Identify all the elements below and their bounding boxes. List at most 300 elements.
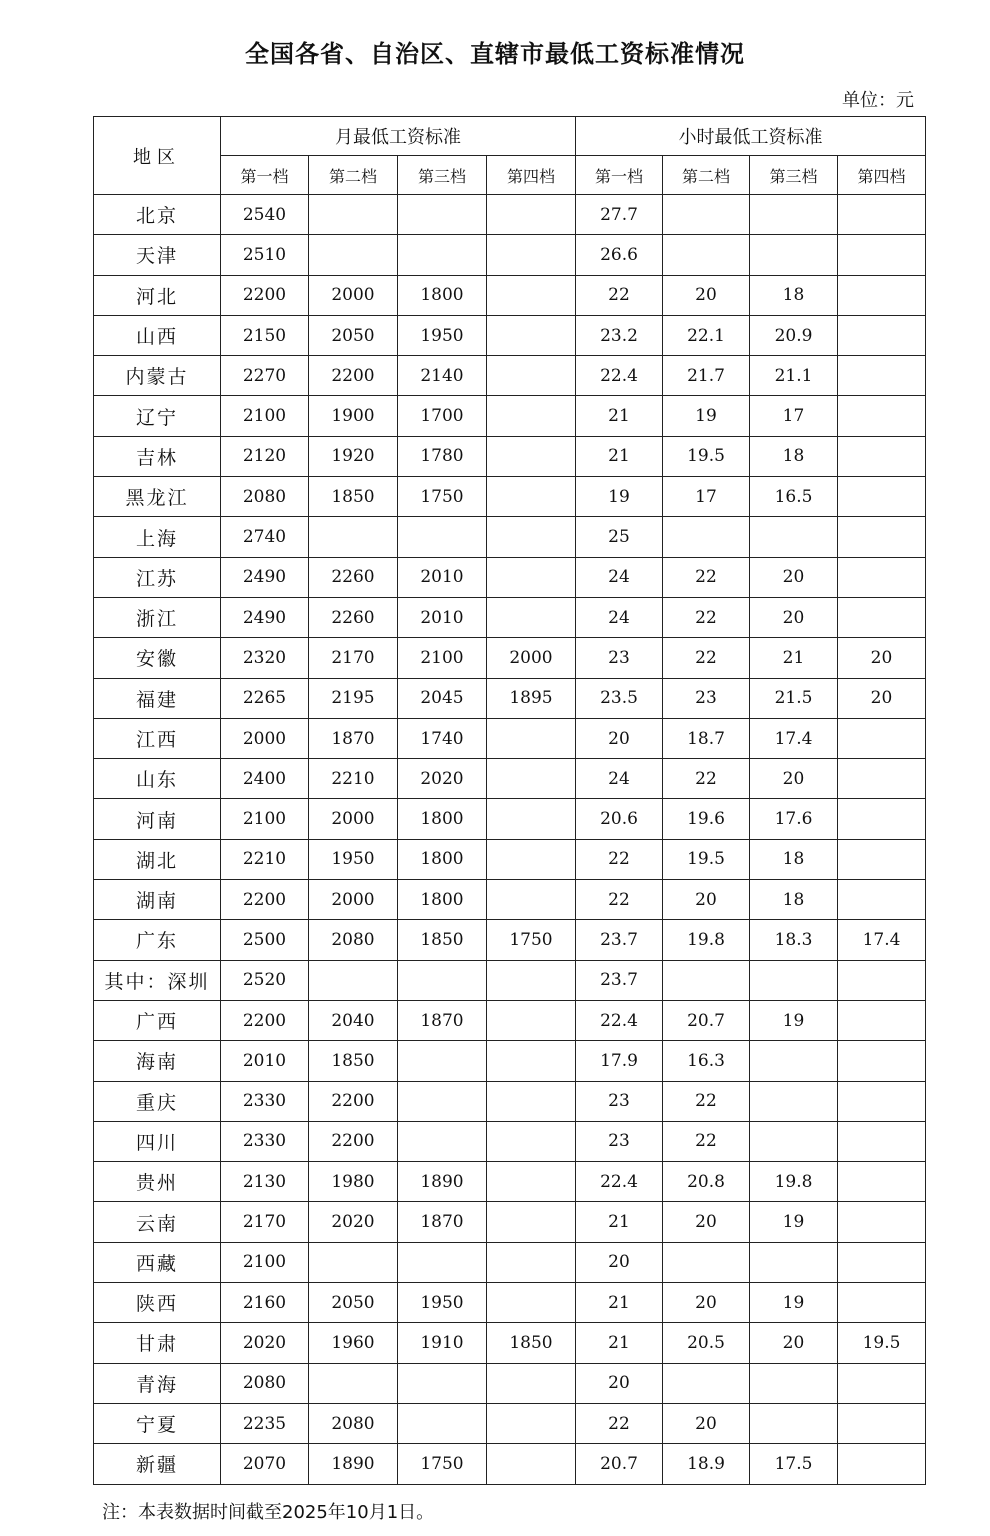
monthly-value-cell: 1750 (398, 477, 487, 517)
region-header: 地区 (94, 117, 221, 195)
table-row (94, 1403, 926, 1443)
hourly-value-cell: 18.7 (663, 718, 750, 758)
monthly-value-cell: 1850 (309, 477, 398, 517)
monthly-value-cell: 2010 (398, 597, 487, 637)
monthly-value-cell: 2260 (309, 597, 398, 637)
monthly-value-cell: 2195 (309, 678, 398, 718)
monthly-value-cell: 2100 (221, 396, 309, 436)
monthly-value-cell (487, 275, 576, 315)
table-row (94, 436, 926, 476)
monthly-value-cell (398, 1363, 487, 1403)
hourly-value-cell (838, 839, 926, 879)
hourly-value-cell: 20 (663, 275, 750, 315)
table-row (94, 1444, 926, 1484)
monthly-value-cell: 1960 (309, 1323, 398, 1363)
hourly-value-cell: 21.7 (663, 356, 750, 396)
hourly-value-cell (838, 1363, 926, 1403)
hourly-value-cell (838, 718, 926, 758)
monthly-value-cell: 2100 (221, 1242, 309, 1282)
hourly-value-cell: 19 (576, 477, 663, 517)
region-cell: 辽宁 (94, 396, 221, 436)
hourly-value-cell (838, 1444, 926, 1484)
monthly-value-cell: 2080 (309, 1403, 398, 1443)
hourly-value-cell: 23 (576, 638, 663, 678)
monthly-value-cell (487, 759, 576, 799)
region-cell: 江西 (94, 718, 221, 758)
monthly-value-cell: 2100 (398, 638, 487, 678)
region-cell: 四川 (94, 1121, 221, 1161)
monthly-value-cell: 2020 (309, 1202, 398, 1242)
hourly-value-cell: 22 (663, 597, 750, 637)
region-cell: 湖南 (94, 880, 221, 920)
monthly-value-cell (309, 960, 398, 1000)
hourly-value-cell: 20 (576, 718, 663, 758)
monthly-value-cell: 2000 (221, 718, 309, 758)
monthly-value-cell (487, 356, 576, 396)
region-cell: 福建 (94, 678, 221, 718)
hourly-value-cell: 22 (576, 1403, 663, 1443)
monthly-value-cell: 1950 (398, 315, 487, 355)
region-cell: 宁夏 (94, 1403, 221, 1443)
hourly-value-cell: 20 (750, 597, 838, 637)
monthly-value-cell: 1800 (398, 880, 487, 920)
monthly-value-cell: 2200 (221, 880, 309, 920)
monthly-value-cell: 2210 (309, 759, 398, 799)
table-row (94, 1283, 926, 1323)
hourly-value-cell (750, 1081, 838, 1121)
hourly-value-cell (750, 1363, 838, 1403)
hourly-value-cell: 22.4 (576, 1000, 663, 1040)
region-cell: 天津 (94, 235, 221, 275)
monthly-value-cell (487, 1242, 576, 1282)
region-cell: 山东 (94, 759, 221, 799)
monthly-value-cell: 2010 (398, 557, 487, 597)
hourly-value-cell: 19 (750, 1000, 838, 1040)
monthly-value-cell: 2100 (221, 799, 309, 839)
table-row (94, 759, 926, 799)
hourly-value-cell: 20.9 (750, 315, 838, 355)
hourly-value-cell: 16.3 (663, 1041, 750, 1081)
monthly-tier-header: 第一档 (221, 156, 309, 195)
page-title: 全国各省、自治区、直辖市最低工资标准情况 (245, 40, 745, 68)
table-row (94, 1242, 926, 1282)
monthly-value-cell: 1950 (398, 1283, 487, 1323)
hourly-value-cell: 17.4 (838, 920, 926, 960)
hourly-value-cell: 22 (663, 638, 750, 678)
hourly-value-cell: 17.6 (750, 799, 838, 839)
monthly-value-cell: 1850 (398, 920, 487, 960)
region-cell: 北京 (94, 195, 221, 235)
hourly-value-cell: 22 (663, 1081, 750, 1121)
hourly-value-cell: 16.5 (750, 477, 838, 517)
region-cell: 陕西 (94, 1283, 221, 1323)
monthly-value-cell: 2200 (309, 356, 398, 396)
monthly-value-cell: 2080 (221, 1363, 309, 1403)
hourly-value-cell (838, 759, 926, 799)
monthly-value-cell (487, 1162, 576, 1202)
monthly-value-cell (398, 1403, 487, 1443)
monthly-value-cell (487, 436, 576, 476)
hourly-value-cell: 19.5 (663, 436, 750, 476)
table-row (94, 799, 926, 839)
monthly-value-cell (398, 517, 487, 557)
hourly-value-cell: 21 (576, 1202, 663, 1242)
monthly-value-cell (487, 880, 576, 920)
monthly-value-cell: 2010 (221, 1041, 309, 1081)
min-wage-table (93, 116, 926, 1485)
hourly-value-cell (838, 597, 926, 637)
table-row (94, 396, 926, 436)
hourly-value-cell: 20 (750, 759, 838, 799)
monthly-value-cell: 2000 (309, 799, 398, 839)
hourly-value-cell: 19.6 (663, 799, 750, 839)
hourly-value-cell: 21 (576, 436, 663, 476)
hourly-value-cell: 21 (576, 1283, 663, 1323)
table-body (94, 195, 926, 1485)
monthly-value-cell: 1870 (309, 718, 398, 758)
hourly-value-cell: 21.1 (750, 356, 838, 396)
hourly-value-cell (838, 1121, 926, 1161)
hourly-value-cell (838, 1283, 926, 1323)
monthly-value-cell: 2490 (221, 557, 309, 597)
monthly-value-cell (309, 235, 398, 275)
monthly-header: 月最低工资标准 (221, 117, 576, 156)
region-cell: 其中：深圳 (94, 960, 221, 1000)
hourly-value-cell: 17.4 (750, 718, 838, 758)
monthly-value-cell (487, 477, 576, 517)
monthly-value-cell: 2170 (221, 1202, 309, 1242)
monthly-value-cell (398, 235, 487, 275)
monthly-value-cell: 1950 (309, 839, 398, 879)
table-row (94, 1202, 926, 1242)
monthly-tier-header: 第四档 (487, 156, 576, 195)
monthly-value-cell (309, 195, 398, 235)
hourly-value-cell (838, 235, 926, 275)
monthly-value-cell (487, 597, 576, 637)
region-cell: 新疆 (94, 1444, 221, 1484)
table-row (94, 1081, 926, 1121)
monthly-value-cell (487, 839, 576, 879)
monthly-value-cell: 1900 (309, 396, 398, 436)
hourly-value-cell: 20 (576, 1363, 663, 1403)
hourly-value-cell: 19 (663, 396, 750, 436)
hourly-value-cell: 20.7 (663, 1000, 750, 1040)
table-row (94, 1121, 926, 1161)
monthly-value-cell (487, 195, 576, 235)
monthly-value-cell (487, 396, 576, 436)
hourly-value-cell: 24 (576, 597, 663, 637)
monthly-value-cell (487, 960, 576, 1000)
hourly-value-cell: 21 (576, 396, 663, 436)
hourly-header: 小时最低工资标准 (576, 117, 926, 156)
hourly-value-cell: 18 (750, 880, 838, 920)
monthly-value-cell (398, 195, 487, 235)
monthly-value-cell: 2330 (221, 1121, 309, 1161)
monthly-value-cell: 2510 (221, 235, 309, 275)
region-cell: 黑龙江 (94, 477, 221, 517)
monthly-value-cell: 2540 (221, 195, 309, 235)
hourly-value-cell (663, 1242, 750, 1282)
hourly-tier-header: 第三档 (750, 156, 838, 195)
monthly-value-cell (309, 1242, 398, 1282)
monthly-value-cell: 2200 (221, 275, 309, 315)
hourly-value-cell: 18.3 (750, 920, 838, 960)
monthly-value-cell: 2070 (221, 1444, 309, 1484)
table-row (94, 597, 926, 637)
hourly-value-cell: 24 (576, 557, 663, 597)
hourly-value-cell: 23 (663, 678, 750, 718)
monthly-value-cell: 1800 (398, 275, 487, 315)
monthly-value-cell (398, 1242, 487, 1282)
hourly-value-cell: 22.4 (576, 356, 663, 396)
region-cell: 青海 (94, 1363, 221, 1403)
hourly-value-cell: 20.6 (576, 799, 663, 839)
hourly-value-cell: 25 (576, 517, 663, 557)
monthly-value-cell: 2400 (221, 759, 309, 799)
hourly-value-cell: 19.8 (663, 920, 750, 960)
hourly-value-cell: 22 (576, 839, 663, 879)
hourly-value-cell: 23.5 (576, 678, 663, 718)
region-cell: 内蒙古 (94, 356, 221, 396)
hourly-value-cell: 18.9 (663, 1444, 750, 1484)
region-cell: 吉林 (94, 436, 221, 476)
table-row (94, 880, 926, 920)
hourly-value-cell: 20 (838, 638, 926, 678)
table-row (94, 235, 926, 275)
hourly-tier-header: 第四档 (838, 156, 926, 195)
hourly-value-cell (838, 315, 926, 355)
hourly-value-cell (750, 517, 838, 557)
hourly-value-cell: 22 (576, 275, 663, 315)
hourly-value-cell (750, 960, 838, 1000)
hourly-value-cell (750, 1403, 838, 1443)
monthly-tier-header: 第三档 (398, 156, 487, 195)
monthly-value-cell (487, 1081, 576, 1121)
monthly-value-cell: 2200 (221, 1000, 309, 1040)
monthly-value-cell: 1750 (487, 920, 576, 960)
hourly-value-cell: 20 (576, 1242, 663, 1282)
hourly-value-cell: 20 (663, 880, 750, 920)
monthly-value-cell: 1980 (309, 1162, 398, 1202)
hourly-value-cell: 19.5 (838, 1323, 926, 1363)
hourly-value-cell: 22 (663, 557, 750, 597)
monthly-value-cell (487, 557, 576, 597)
footnote: 注：本表数据时间截至2025年10月1日。 (102, 1502, 435, 1523)
region-cell: 重庆 (94, 1081, 221, 1121)
table-row (94, 960, 926, 1000)
monthly-value-cell: 2170 (309, 638, 398, 678)
hourly-value-cell: 21.5 (750, 678, 838, 718)
region-cell: 广东 (94, 920, 221, 960)
region-cell: 江苏 (94, 557, 221, 597)
monthly-value-cell (487, 517, 576, 557)
monthly-value-cell: 2080 (309, 920, 398, 960)
hourly-value-cell: 17 (750, 396, 838, 436)
hourly-value-cell (750, 1041, 838, 1081)
hourly-value-cell (838, 1000, 926, 1040)
hourly-value-cell: 22 (663, 1121, 750, 1161)
hourly-tier-header: 第一档 (576, 156, 663, 195)
hourly-value-cell: 23.7 (576, 920, 663, 960)
monthly-value-cell: 2500 (221, 920, 309, 960)
monthly-value-cell: 1895 (487, 678, 576, 718)
monthly-value-cell: 2000 (487, 638, 576, 678)
monthly-value-cell (487, 1363, 576, 1403)
hourly-value-cell: 23 (576, 1121, 663, 1161)
hourly-value-cell: 19.8 (750, 1162, 838, 1202)
monthly-value-cell (309, 1363, 398, 1403)
hourly-value-cell: 20.8 (663, 1162, 750, 1202)
hourly-value-cell: 17 (663, 477, 750, 517)
hourly-value-cell (838, 960, 926, 1000)
monthly-tier-header: 第二档 (309, 156, 398, 195)
table-row (94, 356, 926, 396)
monthly-value-cell: 2520 (221, 960, 309, 1000)
hourly-value-cell (838, 557, 926, 597)
hourly-value-cell: 20 (663, 1403, 750, 1443)
region-cell: 河北 (94, 275, 221, 315)
hourly-value-cell: 19.5 (663, 839, 750, 879)
unit-label: 单位：元 (842, 90, 914, 111)
monthly-value-cell: 1910 (398, 1323, 487, 1363)
region-cell: 云南 (94, 1202, 221, 1242)
hourly-value-cell (663, 517, 750, 557)
hourly-value-cell: 20 (663, 1202, 750, 1242)
monthly-value-cell: 2270 (221, 356, 309, 396)
hourly-value-cell: 23 (576, 1081, 663, 1121)
hourly-value-cell (838, 1041, 926, 1081)
region-cell: 湖北 (94, 839, 221, 879)
hourly-value-cell (838, 1081, 926, 1121)
table-row (94, 477, 926, 517)
monthly-value-cell: 2260 (309, 557, 398, 597)
monthly-value-cell (487, 799, 576, 839)
monthly-value-cell: 2050 (309, 1283, 398, 1323)
hourly-value-cell (838, 396, 926, 436)
hourly-value-cell: 20 (838, 678, 926, 718)
region-cell: 浙江 (94, 597, 221, 637)
monthly-value-cell: 2020 (221, 1323, 309, 1363)
hourly-value-cell: 20.7 (576, 1444, 663, 1484)
table-row (94, 920, 926, 960)
hourly-value-cell (663, 960, 750, 1000)
monthly-value-cell: 2130 (221, 1162, 309, 1202)
hourly-value-cell: 21 (576, 1323, 663, 1363)
monthly-value-cell: 2265 (221, 678, 309, 718)
hourly-value-cell: 20 (663, 1283, 750, 1323)
hourly-value-cell: 19 (750, 1202, 838, 1242)
table-row (94, 1363, 926, 1403)
region-cell: 安徽 (94, 638, 221, 678)
monthly-value-cell: 2080 (221, 477, 309, 517)
region-cell: 贵州 (94, 1162, 221, 1202)
hourly-value-cell: 22 (576, 880, 663, 920)
monthly-value-cell: 1870 (398, 1000, 487, 1040)
monthly-value-cell: 2140 (398, 356, 487, 396)
hourly-value-cell (838, 799, 926, 839)
monthly-value-cell (487, 1444, 576, 1484)
region-cell: 海南 (94, 1041, 221, 1081)
monthly-value-cell (487, 1283, 576, 1323)
monthly-value-cell: 1800 (398, 839, 487, 879)
region-cell: 甘肃 (94, 1323, 221, 1363)
monthly-value-cell: 2740 (221, 517, 309, 557)
hourly-value-cell (838, 880, 926, 920)
hourly-value-cell (838, 195, 926, 235)
monthly-value-cell: 1870 (398, 1202, 487, 1242)
hourly-tier-header: 第二档 (663, 156, 750, 195)
monthly-value-cell: 2000 (309, 880, 398, 920)
monthly-value-cell: 1890 (309, 1444, 398, 1484)
table-row (94, 839, 926, 879)
monthly-value-cell (398, 1121, 487, 1161)
hourly-value-cell (750, 235, 838, 275)
monthly-value-cell: 1850 (309, 1041, 398, 1081)
table-row (94, 557, 926, 597)
table-row (94, 1323, 926, 1363)
monthly-value-cell: 1750 (398, 1444, 487, 1484)
table-row (94, 315, 926, 355)
hourly-value-cell: 23.2 (576, 315, 663, 355)
hourly-value-cell: 22.4 (576, 1162, 663, 1202)
hourly-value-cell: 27.7 (576, 195, 663, 235)
hourly-value-cell (838, 1202, 926, 1242)
monthly-value-cell: 2235 (221, 1403, 309, 1443)
hourly-value-cell: 19 (750, 1283, 838, 1323)
hourly-value-cell: 21 (750, 638, 838, 678)
region-cell: 西藏 (94, 1242, 221, 1282)
hourly-value-cell (838, 1162, 926, 1202)
hourly-value-cell: 22 (663, 759, 750, 799)
region-cell: 广西 (94, 1000, 221, 1040)
monthly-value-cell: 2020 (398, 759, 487, 799)
monthly-value-cell: 2200 (309, 1121, 398, 1161)
monthly-value-cell (487, 235, 576, 275)
table-row (94, 678, 926, 718)
hourly-value-cell: 26.6 (576, 235, 663, 275)
table-row (94, 275, 926, 315)
monthly-value-cell: 1740 (398, 718, 487, 758)
monthly-value-cell: 1780 (398, 436, 487, 476)
monthly-value-cell: 1800 (398, 799, 487, 839)
hourly-value-cell (838, 275, 926, 315)
table-row (94, 1000, 926, 1040)
hourly-value-cell: 23.7 (576, 960, 663, 1000)
monthly-value-cell: 1850 (487, 1323, 576, 1363)
table-row (94, 1162, 926, 1202)
hourly-value-cell: 20 (750, 557, 838, 597)
hourly-value-cell (838, 436, 926, 476)
hourly-value-cell (663, 195, 750, 235)
hourly-value-cell (838, 356, 926, 396)
hourly-value-cell (663, 235, 750, 275)
monthly-value-cell: 2210 (221, 839, 309, 879)
monthly-value-cell: 2040 (309, 1000, 398, 1040)
monthly-value-cell (487, 1121, 576, 1161)
hourly-value-cell: 18 (750, 275, 838, 315)
hourly-value-cell (838, 517, 926, 557)
hourly-value-cell: 17.5 (750, 1444, 838, 1484)
monthly-value-cell (487, 1000, 576, 1040)
monthly-value-cell (487, 1202, 576, 1242)
monthly-value-cell: 1700 (398, 396, 487, 436)
monthly-value-cell (487, 315, 576, 355)
region-cell: 上海 (94, 517, 221, 557)
table-row (94, 718, 926, 758)
monthly-value-cell: 1920 (309, 436, 398, 476)
monthly-value-cell: 2000 (309, 275, 398, 315)
monthly-value-cell (398, 960, 487, 1000)
